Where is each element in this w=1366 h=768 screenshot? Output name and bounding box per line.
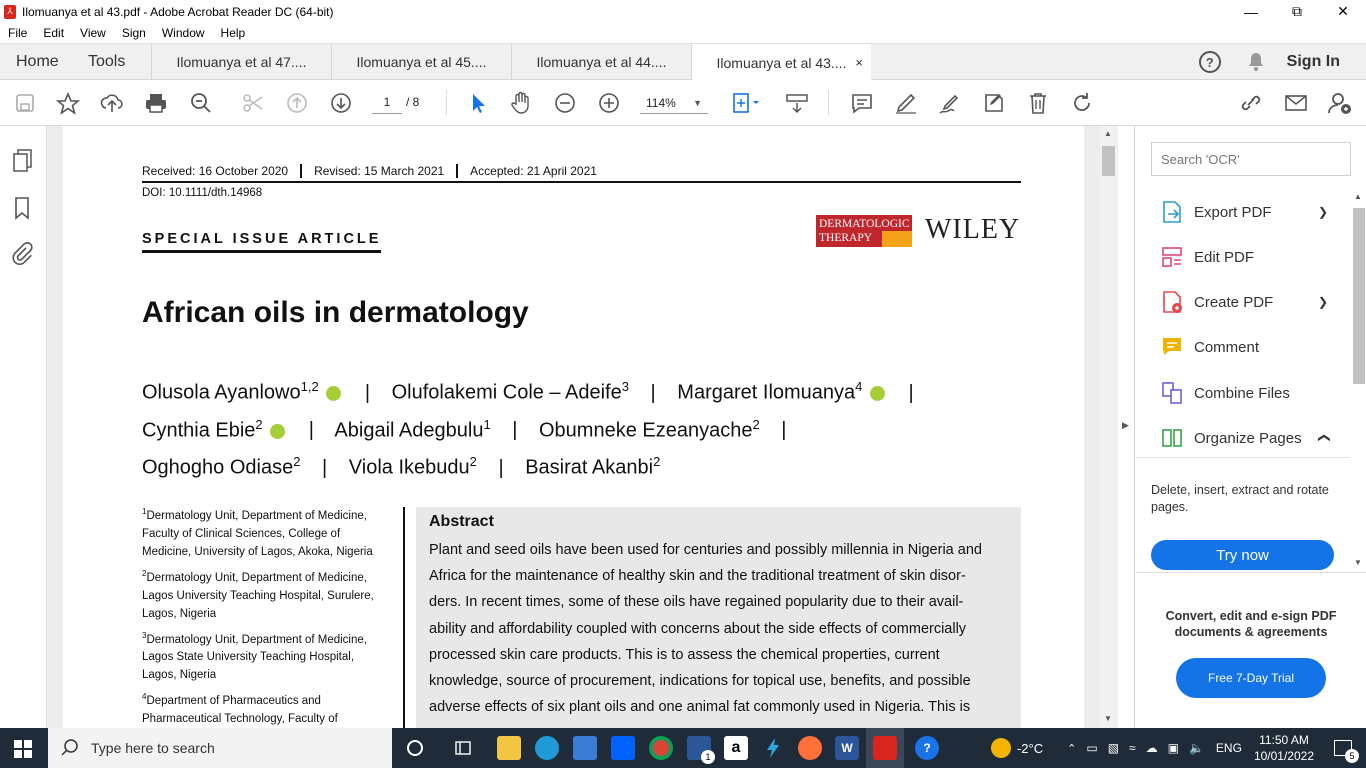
- tab-document-44[interactable]: [511, 44, 691, 80]
- tab-label: Ilomuanya et al 43....: [716, 54, 847, 71]
- chrome-browser-icon[interactable]: [649, 736, 673, 760]
- close-window-button[interactable]: ✕: [1337, 3, 1349, 19]
- publisher-logo: WILEY: [925, 214, 1021, 245]
- taskbar-search-placeholder: Type here to search: [91, 740, 215, 756]
- tab-label: Ilomuanya et al 44....: [536, 54, 667, 70]
- page-total: / 8: [406, 95, 420, 109]
- chevron-up-icon[interactable]: ❯: [1316, 432, 1331, 444]
- sign-in-button[interactable]: Sign In: [1286, 53, 1340, 70]
- abstract-text: [429, 537, 1008, 720]
- help-icon[interactable]: ?: [1199, 51, 1221, 73]
- scroll-up-icon[interactable]: ▲: [1354, 192, 1362, 201]
- dates-line: [142, 164, 597, 178]
- menu-window[interactable]: Window: [161, 26, 205, 40]
- system-tray: [991, 728, 1366, 768]
- toolbar-divider: [828, 90, 829, 116]
- mail-icon[interactable]: [687, 736, 711, 760]
- amazon-icon[interactable]: a: [724, 736, 748, 760]
- tab-label: Ilomuanya et al 45....: [356, 54, 487, 70]
- author-affil: 3: [621, 379, 629, 394]
- authors-line-1: Olusola Ayanlowo$^{1,2}$ | Olufolakemi Cole – Adeife$^3$ | Margaret Ilomuanya$^4$ |: [142, 379, 914, 404]
- chevron-down-icon[interactable]: ❯: [1318, 205, 1329, 219]
- author-affil: 2: [653, 454, 661, 470]
- journal-logo: [816, 215, 912, 247]
- attachments-icon[interactable]: [11, 241, 33, 268]
- page-number-input[interactable]: 1: [372, 92, 402, 114]
- organize-pages-description: Delete, insert, extract and rotate pages.: [1151, 483, 1329, 514]
- zoom-search-icon[interactable]: [188, 80, 214, 126]
- column-divider: [403, 507, 405, 747]
- taskbar-search-box[interactable]: [48, 728, 392, 768]
- comment-icon[interactable]: [849, 80, 875, 126]
- tools-pane: [1136, 126, 1366, 728]
- author-affil: 1: [483, 416, 491, 432]
- authors-line-2: Cynthia Ebie$^2$ | Abigail Adegbulu$^1$ | Obumneke Ezeanyache$^2$ |: [142, 416, 787, 442]
- dropbox-icon[interactable]: [611, 736, 635, 760]
- menu-file[interactable]: File: [8, 26, 28, 40]
- previous-page-icon[interactable]: [284, 80, 310, 126]
- acrobat-app-icon: ⅄: [4, 5, 16, 19]
- save-icon[interactable]: [12, 80, 38, 126]
- hand-tool-icon[interactable]: [508, 80, 534, 126]
- scroll-up-icon[interactable]: ▲: [1104, 129, 1112, 138]
- organize-pages-icon: [1160, 426, 1184, 450]
- affiliation: $^3$Dermatology Unit, Department of Medicine, Lagos State University Teaching Hospital, Lagos, Nigeria: [142, 630, 367, 682]
- menu-help[interactable]: Help: [220, 26, 246, 40]
- email-icon[interactable]: [1282, 80, 1310, 126]
- author-name: Cynthia Ebie: [142, 419, 256, 442]
- weather-icon[interactable]: [991, 738, 1011, 758]
- menu-edit[interactable]: Edit: [43, 26, 65, 40]
- organize-pages-item[interactable]: [1160, 423, 1331, 453]
- journal-logo-accent: [882, 231, 912, 247]
- print-icon[interactable]: [143, 80, 169, 126]
- edge-browser-icon[interactable]: [535, 736, 559, 760]
- combine-files-icon: [1160, 381, 1184, 405]
- author-name: Viola Ikebudu: [348, 456, 470, 479]
- comment-item[interactable]: [1160, 332, 1259, 362]
- authors: [142, 371, 1022, 484]
- document-viewer[interactable]: [47, 126, 1100, 728]
- author-name: Abigail Adegbulu: [334, 419, 484, 442]
- upload-icon[interactable]: [99, 80, 125, 126]
- zoom-select[interactable]: [640, 92, 708, 114]
- tab-document-43[interactable]: [691, 44, 871, 81]
- tab-bar: [0, 43, 1366, 80]
- tool-label: Comment: [1194, 338, 1260, 356]
- pane-divider: [1136, 572, 1366, 573]
- article-title: African oils in dermatology: [142, 296, 529, 329]
- tool-label: Combine Files: [1194, 384, 1290, 402]
- received-date: Received: 16 October 2020: [142, 164, 302, 178]
- windows-start-icon[interactable]: [14, 740, 32, 761]
- orcid-icon[interactable]: [870, 386, 885, 401]
- clock-date: 10/01/2022: [1253, 749, 1314, 763]
- authors-line-3: Oghogho Odiase$^2$ | Viola Ikebudu$^2$ | Basirat Akanbi$^2$: [142, 454, 661, 479]
- scrollbar-thumb[interactable]: [1353, 208, 1365, 384]
- collapse-right-arrow-icon[interactable]: ▶: [1122, 420, 1129, 430]
- restore-button[interactable]: ⧉: [1292, 3, 1302, 19]
- author-affil: 2: [469, 454, 477, 470]
- cortana-icon[interactable]: [407, 740, 423, 756]
- page-fit-icon[interactable]: [730, 80, 764, 126]
- highlight-pen-icon[interactable]: [893, 80, 919, 126]
- author-affil: 2: [293, 454, 301, 470]
- window-title: Ilomuanya et al 43.pdf - Adobe Acrobat Reader DC (64-bit): [22, 4, 334, 19]
- microsoft-store-icon[interactable]: [573, 736, 597, 760]
- revised-date: Revised: 15 March 2021: [302, 164, 458, 178]
- link-icon[interactable]: [1237, 80, 1265, 126]
- abstract-box: [416, 507, 1021, 747]
- affiliation: $^1$Dermatology Unit, Department of Medicine, Faculty of Clinical Sciences, College of Medicine, University of Lagos, Akoka, Nigeria: [142, 507, 373, 558]
- page-thumbnails-icon[interactable]: [12, 148, 34, 175]
- author-name: Olusola Ayanlowo: [142, 381, 301, 404]
- word-icon[interactable]: W: [835, 736, 859, 760]
- orcid-icon[interactable]: [270, 424, 285, 439]
- scroll-mode-icon[interactable]: [784, 80, 810, 126]
- abstract-line: ability and affordability coupled with concerns about the side effects of commercially: [429, 620, 967, 637]
- tab-document-45[interactable]: [331, 44, 511, 80]
- select-cursor-icon[interactable]: [465, 80, 491, 126]
- lightning-app-icon[interactable]: [761, 736, 785, 760]
- author-affil: 2: [752, 416, 760, 432]
- help-app-icon[interactable]: ?: [915, 736, 939, 760]
- author-affil: 4: [855, 379, 863, 394]
- zoom-value: 114%: [646, 95, 676, 110]
- tab-document-47[interactable]: [151, 44, 331, 80]
- show-hidden-icons-icon[interactable]: ⌃: [1067, 742, 1077, 755]
- tool-label: Organize Pages: [1194, 429, 1302, 447]
- edit-pdf-item[interactable]: [1160, 242, 1254, 272]
- export-pdf-icon: [1160, 200, 1184, 224]
- author-name: Oghogho Odiase: [142, 456, 294, 479]
- export-pdf-item[interactable]: [1160, 197, 1329, 227]
- windows-taskbar: [0, 728, 1366, 768]
- share-user-icon[interactable]: [1326, 80, 1354, 126]
- abstract-line: adverse effects of six plant oils and one animal fat commonly used in Nigeria. This is: [429, 699, 971, 716]
- network-icon[interactable]: ▣: [1167, 741, 1179, 755]
- notifications-icon[interactable]: [1334, 740, 1355, 761]
- chevron-down-icon[interactable]: ❯: [1318, 295, 1329, 309]
- author-name: Margaret Ilomuanya: [677, 381, 856, 404]
- tool-label: Create PDF: [1194, 293, 1274, 311]
- clock-time: 11:50 AM: [1259, 733, 1309, 747]
- input-language[interactable]: ENG: [1215, 741, 1242, 755]
- title-bar: [0, 0, 1366, 23]
- abstract-line: Africa for the maintenance of healthy skin and the traditional treatment of skin disor-: [429, 568, 966, 585]
- cloud-icon[interactable]: ☁: [1145, 741, 1158, 755]
- acrobat-reader-icon[interactable]: [873, 736, 897, 760]
- abstract-line: ders. In recent times, some of these oils have regained popularity due to their avail-: [429, 594, 964, 611]
- firefox-browser-icon[interactable]: [798, 736, 822, 760]
- scroll-down-icon[interactable]: ▼: [1104, 714, 1112, 723]
- right-pane-toggle[interactable]: [1118, 126, 1135, 728]
- doi: DOI: 10.1111/dth.14968: [142, 187, 263, 199]
- affiliations: [142, 503, 390, 746]
- bookmarks-icon[interactable]: [13, 196, 31, 223]
- task-view-icon[interactable]: [454, 740, 472, 759]
- zoom-out-icon[interactable]: [552, 80, 578, 126]
- chevron-down-icon: ▼: [693, 97, 702, 108]
- rotate-icon[interactable]: [1069, 80, 1095, 126]
- delete-icon[interactable]: [1025, 80, 1051, 126]
- abstract-heading: Abstract: [429, 513, 494, 530]
- bell-icon[interactable]: [1247, 52, 1265, 72]
- volume-icon[interactable]: 🔈: [1188, 741, 1204, 755]
- author-name: Olufolakemi Cole – Adeife: [391, 381, 622, 404]
- device-icon[interactable]: ▧: [1107, 741, 1120, 755]
- author-affil: 1,2: [300, 379, 319, 394]
- author-name: Obumneke Ezeanyache: [539, 419, 753, 442]
- wifi-icon[interactable]: ≈: [1129, 741, 1136, 755]
- accepted-date: Accepted: 21 April 2021: [470, 164, 597, 178]
- promo-text: Convert, edit and e-sign PDF documents & agreements: [1165, 609, 1337, 639]
- header-rule: [142, 181, 1021, 183]
- tool-label: Edit PDF: [1194, 248, 1255, 266]
- notification-count: 5: [1345, 749, 1359, 763]
- affiliation: $^2$Dermatology Unit, Department of Medicine, Lagos University Teaching Hospital, Surulere, Lagos, Nigeria: [142, 568, 374, 620]
- next-page-icon[interactable]: [328, 80, 354, 126]
- temperature[interactable]: -2°C: [1016, 740, 1044, 756]
- journal-logo-line2: THERAPY: [819, 232, 873, 244]
- free-trial-button[interactable]: Free 7-Day Trial: [1176, 658, 1326, 698]
- battery-icon[interactable]: ▭: [1086, 741, 1098, 755]
- tab-home[interactable]: Home: [16, 53, 59, 70]
- affiliation: $^4$Department of Pharmaceutics and Pharmaceutical Technology, Faculty of: [142, 692, 338, 726]
- section-label: SPECIAL ISSUE ARTICLE: [142, 231, 381, 253]
- pdf-page: [63, 126, 1084, 746]
- try-now-button[interactable]: Try now: [1151, 540, 1334, 570]
- tab-label: Ilomuanya et al 47....: [176, 54, 307, 70]
- pane-divider: [1136, 457, 1350, 458]
- orcid-icon[interactable]: [326, 386, 341, 401]
- scissors-icon[interactable]: [240, 80, 266, 126]
- tool-label: Export PDF: [1194, 203, 1272, 221]
- abstract-line: knowledge, source of procurement, indications for topical use, benefits, and possible: [429, 673, 971, 690]
- author-affil: 2: [255, 416, 263, 432]
- file-explorer-icon[interactable]: [497, 736, 521, 760]
- draw-signature-icon[interactable]: [937, 80, 963, 126]
- comment-tool-icon: [1160, 335, 1184, 359]
- tools-pane-scrollbar[interactable]: [1350, 192, 1366, 572]
- combine-files-item[interactable]: [1160, 378, 1290, 408]
- toolbar: [0, 80, 1366, 126]
- menu-sign[interactable]: Sign: [121, 26, 146, 40]
- clock[interactable]: [1254, 732, 1314, 764]
- close-tab-icon[interactable]: ×: [855, 55, 863, 70]
- abstract-line: processed skin care products. This is to assess the chemical properties, current: [429, 646, 940, 663]
- toolbar-divider: [446, 90, 447, 116]
- search-tools-input[interactable]: Search 'OCR': [1151, 142, 1351, 176]
- journal-logo-line1: DERMATOLOGIC: [819, 218, 910, 230]
- document-scrollbar[interactable]: [1100, 126, 1118, 728]
- edit-pdf-icon: [1160, 245, 1184, 269]
- bookmark-star-icon[interactable]: [55, 80, 81, 126]
- left-navigation-rail: [0, 126, 47, 728]
- tab-tools[interactable]: Tools: [88, 53, 126, 70]
- scrollbar-thumb[interactable]: [1102, 146, 1115, 176]
- mail-badge: 1: [701, 750, 715, 764]
- scroll-down-icon[interactable]: ▼: [1354, 558, 1362, 567]
- create-pdf-icon: [1160, 290, 1184, 314]
- menu-bar: [0, 23, 1366, 43]
- author-name: Basirat Akanbi: [525, 456, 654, 479]
- zoom-in-icon[interactable]: [596, 80, 622, 126]
- search-icon: [61, 739, 79, 757]
- create-pdf-item[interactable]: [1160, 287, 1329, 317]
- minimize-button[interactable]: —: [1244, 3, 1258, 20]
- abstract-line: Plant and seed oils have been used for centuries and possibly millennia in Nigeria and: [429, 542, 982, 558]
- fill-sign-icon[interactable]: [981, 80, 1007, 126]
- menu-view[interactable]: View: [80, 26, 106, 40]
